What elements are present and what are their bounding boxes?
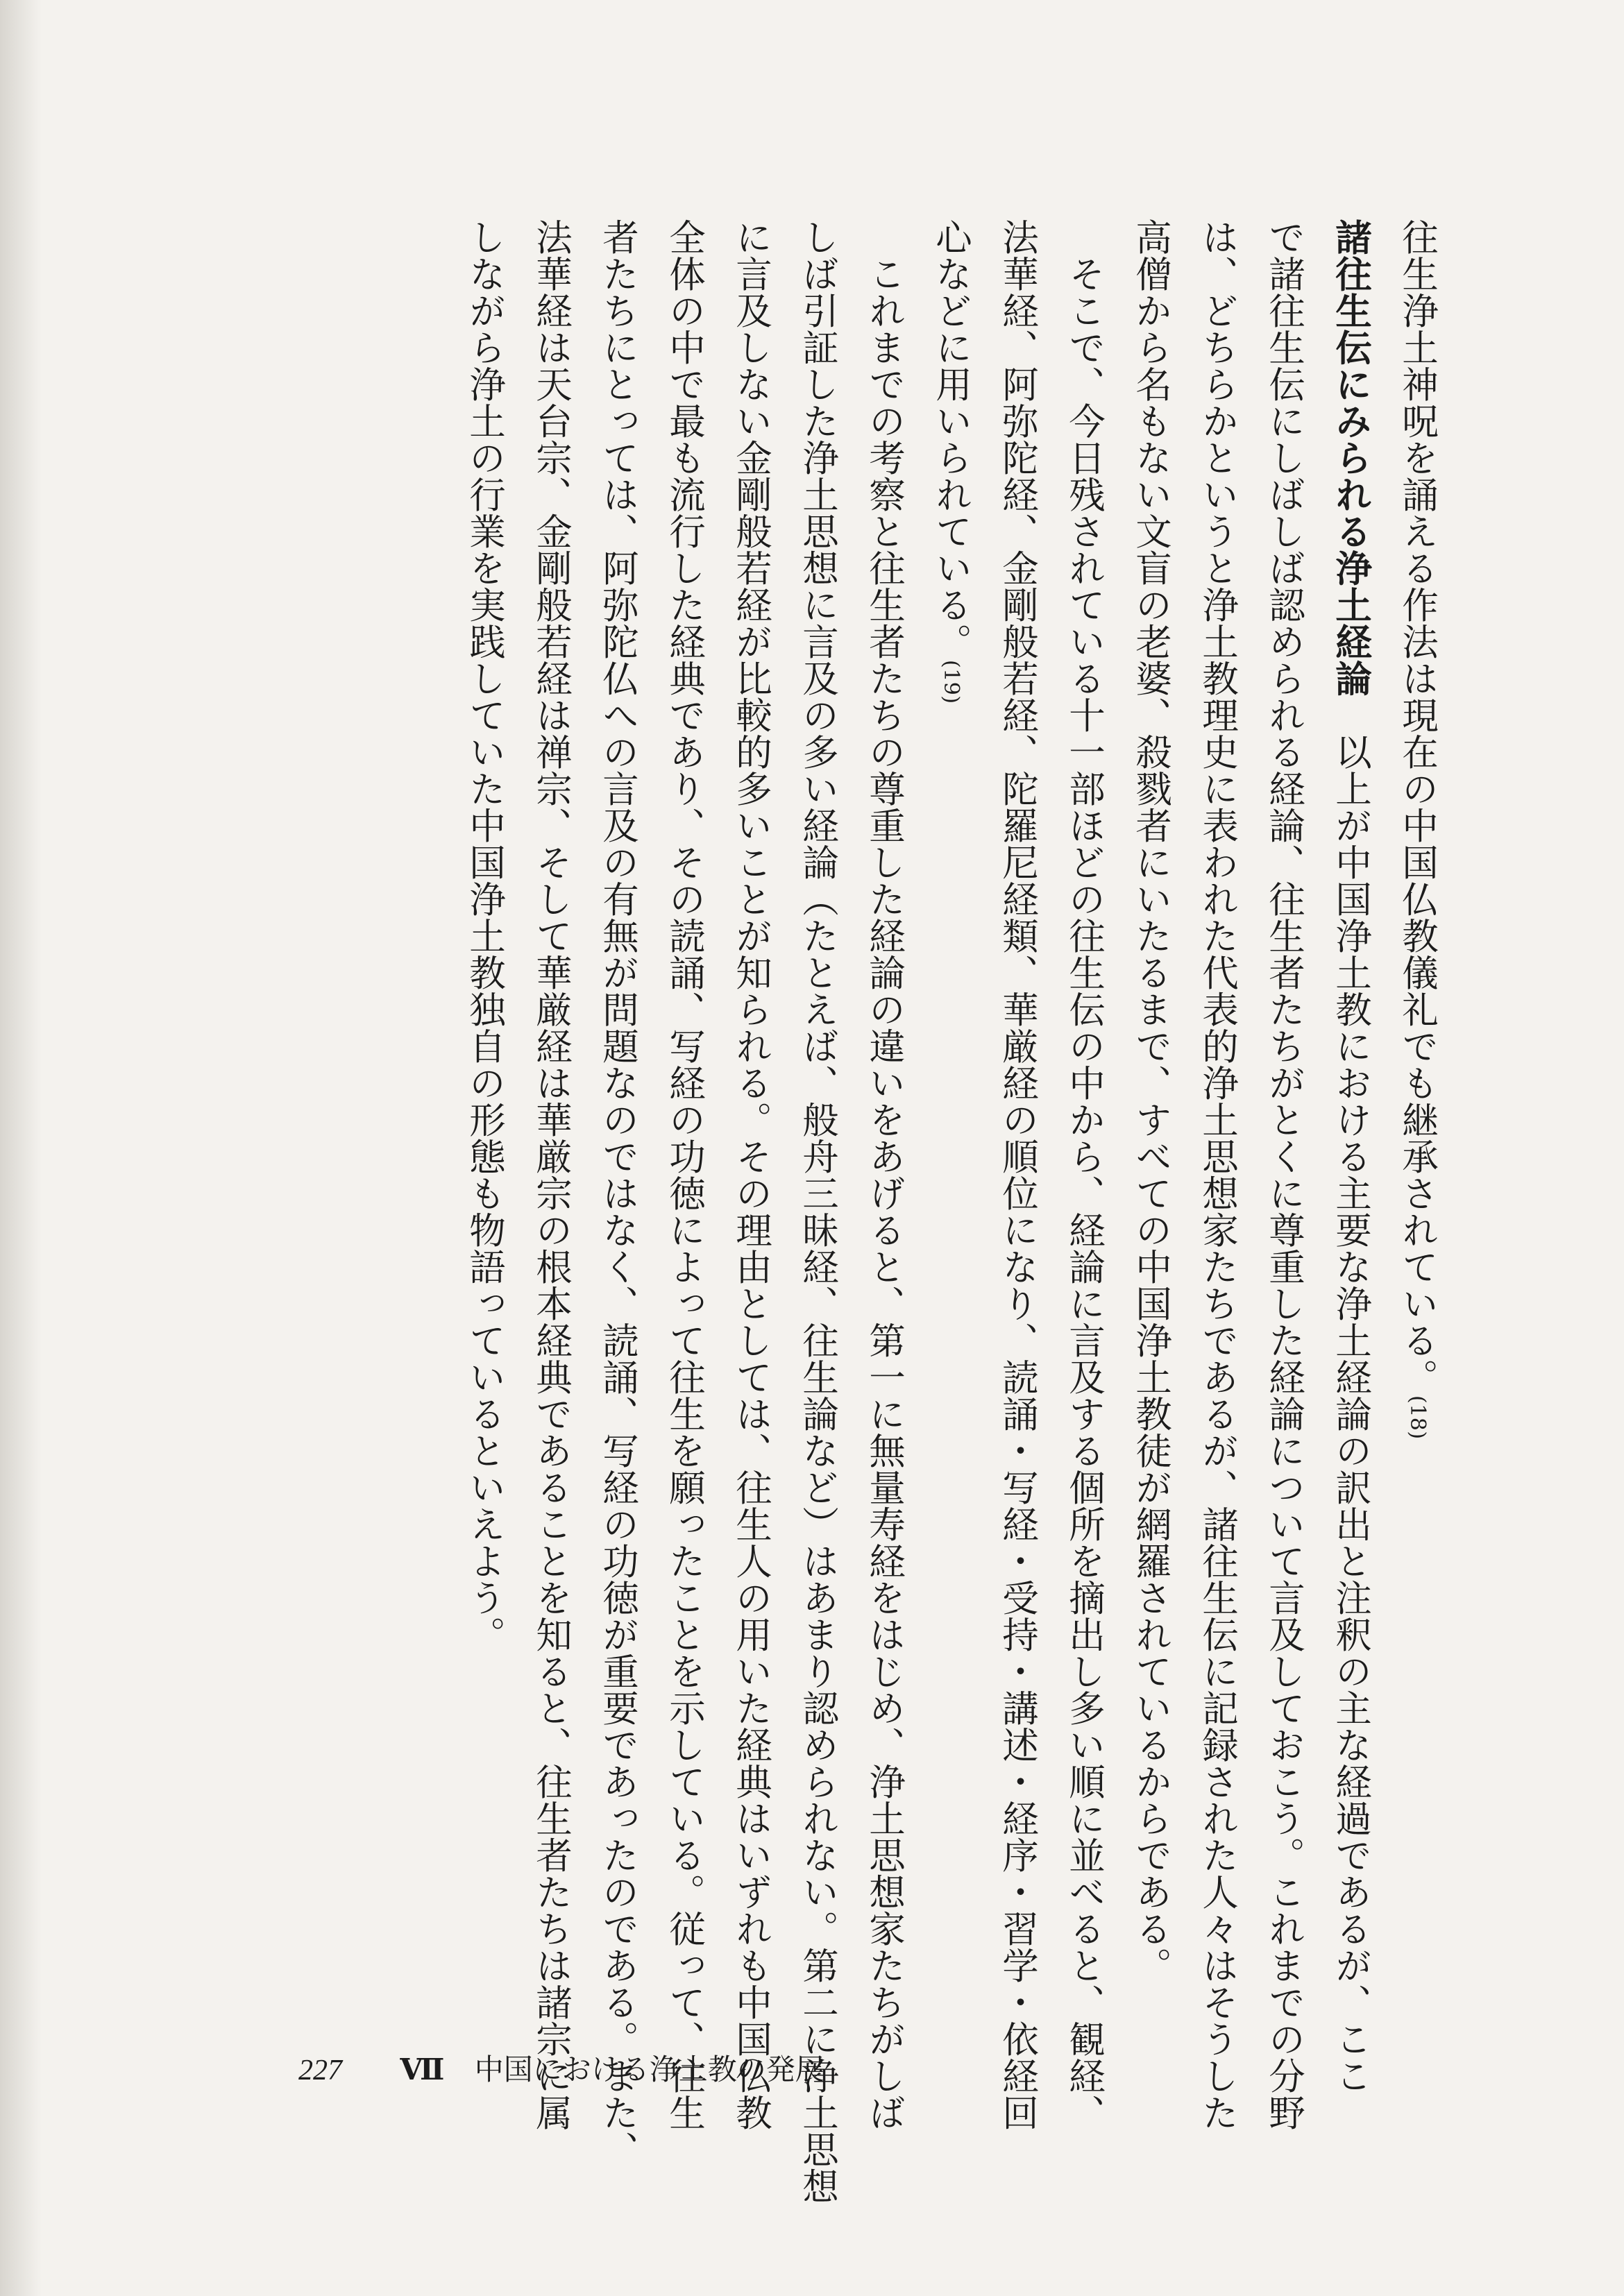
footnote-ref-19: (19) bbox=[939, 660, 963, 704]
text-column-8: 心などに用いられている。(19) bbox=[930, 219, 972, 704]
chapter-title: 中国における浄土教の発展 bbox=[474, 2052, 824, 2086]
section-heading: 諸往生伝にみられる浄土経論 bbox=[1330, 219, 1372, 697]
text-column-2: 諸往生伝にみられる浄土経論 以上が中国浄土教における主要な浄土経論の訳出と注釈の主な経過であるが、ここ bbox=[1330, 219, 1372, 2094]
text-column-6: そこで、今日残されている十一部ほどの往生伝の中から、経論に言及する個所を摘出し多い順に並べると、観経、 bbox=[1063, 255, 1106, 2131]
text-column-3: で諸往生伝にしばしば認められる経論、往生者たちがとくに尊重した経論について言及しておこう。これまでの分野 bbox=[1263, 219, 1305, 2131]
text-column-1: 往生浄土神呪を誦える作法は現在の中国仏教儀礼でも継承されている。(18) bbox=[1396, 219, 1439, 1440]
text-column-9: これまでの考察と往生者たちの尊重した経論の違いをあげると、第一に無量寿経をはじめ、浄土思想家たちがしば bbox=[863, 255, 906, 2131]
text-column-10: しば引証した浄土思想に言及の多い経論（たとえば、般舟三昧経、往生論など）はあまり認められない。第二に浄土思想 bbox=[797, 219, 839, 2204]
text-column-7: 法華経、阿弥陀経、金剛般若経、陀羅尼経類、華厳経の順位になり、読誦・写経・受持・講述・経序・習学・依経回 bbox=[997, 219, 1039, 2131]
text-column-4: は、どちらかというと浄土教理史に表われた代表的浄土思想家たちであるが、諸往生伝に記録された人々はそうした bbox=[1196, 219, 1239, 2131]
binding-shadow bbox=[0, 0, 42, 2296]
chapter-numeral: Ⅶ bbox=[400, 2052, 445, 2086]
running-footer bbox=[298, 2047, 824, 2089]
text-column-15: しながら浄土の行業を実践していた中国浄土教独自の形態も物語っているといえよう。 bbox=[464, 219, 506, 1653]
text-column-11: に言及しない金剛般若経が比較的多いことが知られる。その理由としては、往生人の用いた経典はいずれも中国仏教 bbox=[730, 219, 772, 2131]
text-column-14: 法華経は天台宗、金剛般若経は禅宗、そして華厳経は華厳宗の根本経典であることを知ると、往生者たちは諸宗に属 bbox=[530, 219, 573, 2131]
page-number: 227 bbox=[298, 2055, 342, 2086]
text-column-12: 全体の中で最も流行した経典であり、その読誦、写経の功徳によって往生を願ったことを示している。従って、往生 bbox=[663, 219, 706, 2131]
text-column-13: 者たちにとっては、阿弥陀仏への言及の有無が問題なのではなく、読誦、写経の功徳が重要であったのである。また、 bbox=[597, 219, 639, 2168]
text-column-5: 高僧から名もない文盲の老婆、殺戮者にいたるまで、すべての中国浄土教徒が網羅されているからである。 bbox=[1130, 219, 1172, 1984]
footnote-ref-18: (18) bbox=[1405, 1395, 1430, 1440]
